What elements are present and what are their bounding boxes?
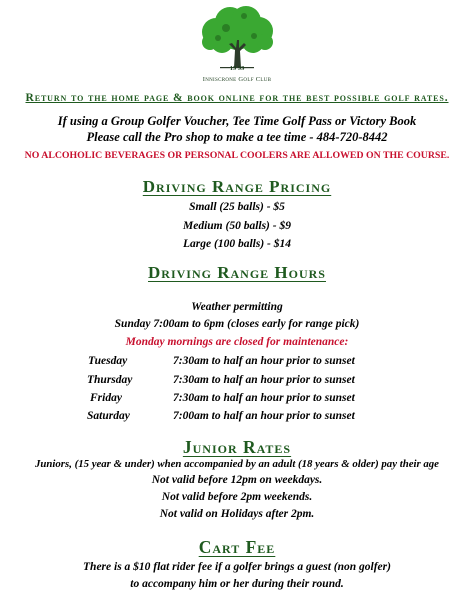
day-label: Saturday	[87, 410, 130, 422]
price-medium: Medium (50 balls) - $9	[183, 220, 291, 232]
sunday-hours: Sunday 7:00am to 6pm (closes early for range pick)	[114, 318, 360, 330]
day-time: 7:30am to half an hour prior to sunset	[173, 355, 355, 367]
junior-line-4: Not valid on Holidays after 2pm.	[159, 508, 315, 520]
junior-line-2: Not valid before 12pm on weekdays.	[151, 474, 323, 486]
day-label: Thursday	[87, 374, 133, 386]
junior-line-1: Juniors, (15 year & under) when accompanied by an adult (18 years & older) pay their age	[35, 458, 439, 470]
range-hours-title: Driving Range Hours	[148, 263, 326, 282]
day-time: 7:00am to half an hour prior to sunset	[173, 410, 355, 422]
range-pricing-title: Driving Range Pricing	[142, 177, 332, 196]
return-home-link[interactable]: Return to the home page & book online for the best possible golf rates.	[25, 92, 449, 104]
day-time: 7:30am to half an hour prior to sunset	[173, 374, 355, 386]
day-label: Friday	[90, 392, 122, 404]
price-large: Large (100 balls) - $14	[183, 238, 291, 250]
junior-line-3: Not valid before 2pm weekends.	[161, 491, 313, 503]
price-small: Small (25 balls) - $5	[189, 201, 285, 213]
logo-year: 19 99	[229, 65, 245, 72]
weather-note: Weather permitting	[191, 301, 283, 313]
hours-row-friday	[0, 392, 474, 409]
voucher-line-2: Please call the Pro shop to make a tee time - 484-720-8442	[86, 130, 388, 144]
club-name: Inniscrone Golf Club	[202, 76, 272, 83]
hours-row-tuesday	[0, 355, 474, 372]
cart-line-1: There is a $10 flat rider fee if a golfer brings a guest (non golfer)	[83, 561, 391, 573]
day-time: 7:30am to half an hour prior to sunset	[173, 392, 355, 404]
cart-fee-title: Cart Fee	[198, 537, 276, 557]
hours-row-saturday	[0, 410, 474, 427]
monday-closed-note: Monday mornings are closed for maintenance:	[125, 336, 349, 348]
cart-line-2: to accompany him or her during their round.	[130, 578, 344, 590]
no-alcohol-notice: NO ALCOHOLIC BEVERAGES OR PERSONAL COOLERS ARE ALLOWED ON THE COURSE.	[24, 150, 450, 161]
junior-rates-title: Junior Rates	[182, 437, 292, 457]
day-label: Tuesday	[88, 355, 128, 367]
hours-row-thursday	[0, 374, 474, 391]
voucher-line-1: If using a Group Golfer Voucher, Tee Time Golf Pass or Victory Book	[57, 114, 417, 128]
